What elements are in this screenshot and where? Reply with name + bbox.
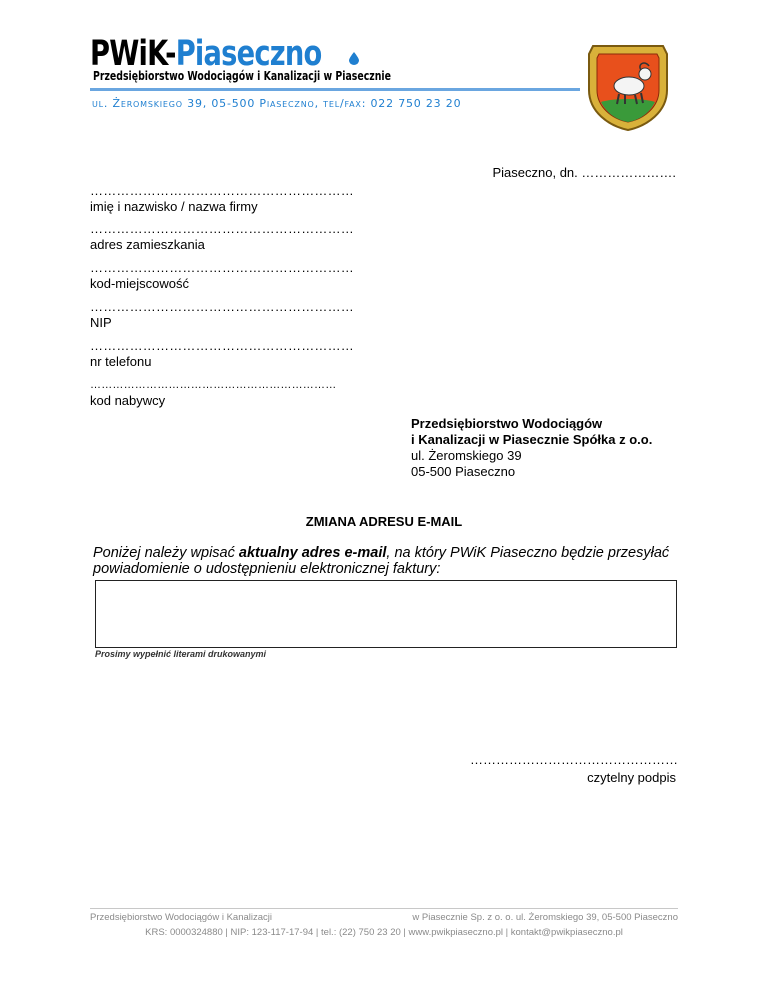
buyer-code-field-line[interactable]: ………………………………………………………… bbox=[90, 379, 337, 391]
footer-line1 bbox=[90, 912, 678, 923]
company-logo bbox=[90, 36, 322, 72]
addressee-street: ul. Żeromskiego 39 bbox=[411, 448, 522, 463]
address-field-label: adres zamieszkania bbox=[90, 237, 205, 252]
addressee-block bbox=[411, 416, 652, 480]
addressee-name-line1: Przedsiębiorstwo Wodociągów bbox=[411, 416, 603, 431]
name-field-label: imię i nazwisko / nazwa firmy bbox=[90, 199, 258, 214]
email-input[interactable] bbox=[96, 581, 676, 647]
nip-field-label: NIP bbox=[90, 315, 112, 330]
postcode-city-field-label: kod-miejscowość bbox=[90, 276, 189, 291]
buyer-code-field-label: kod nabywcy bbox=[90, 393, 166, 408]
footer-divider bbox=[90, 908, 678, 909]
instruction-pre: Poniżej należy wpisać bbox=[93, 545, 239, 561]
date-line: Piaseczno, dn. …………………. bbox=[492, 165, 676, 180]
header-address: ul. Żeromskiego 39, 05-500 Piaseczno, tel/fax: 022 750 23 20 bbox=[92, 97, 462, 110]
signature-line[interactable]: ………………………………………… bbox=[470, 752, 678, 767]
phone-field-label: nr telefonu bbox=[90, 354, 152, 369]
addressee-postcode-city: 05-500 Piaseczno bbox=[411, 464, 516, 479]
footer-company-name: Przedsiębiorstwo Wodociągów i Kanalizacji bbox=[90, 912, 272, 923]
coat-of-arms-icon bbox=[583, 40, 673, 132]
address-field-line[interactable]: …………………………………………………… bbox=[90, 221, 354, 236]
addressee-name-line2: i Kanalizacji w Piasecznie Spółka z o.o. bbox=[411, 432, 653, 447]
postcode-city-field-line[interactable]: …………………………………………………… bbox=[90, 260, 354, 275]
instruction-post: , na który PWiK Piaseczno będzie przesyłać powiadomienie o udostępnieniu elektronicznej faktury: bbox=[93, 545, 670, 577]
document-title: ZMIANA ADRESU E-MAIL bbox=[305, 514, 463, 529]
footer-company-address: w Piasecznie Sp. z o. o. ul. Żeromskiego 39, 05-500 Piaseczno bbox=[412, 912, 678, 923]
instruction-bold: aktualny adres e-mail bbox=[238, 545, 387, 561]
header-divider bbox=[90, 88, 580, 91]
instruction-text bbox=[93, 545, 693, 577]
nip-field-line[interactable]: …………………………………………………… bbox=[90, 299, 354, 314]
block-letters-hint: Prosimy wypełnić literami drukowanymi bbox=[95, 649, 267, 659]
logo-text-piaseczno: Piaseczno bbox=[175, 34, 322, 74]
logo-subtitle: Przedsiębiorstwo Wodociągów i Kanalizacji w Piasecznie bbox=[93, 69, 391, 83]
email-box bbox=[95, 580, 677, 648]
name-field-line[interactable]: …………………………………………………… bbox=[90, 183, 354, 198]
phone-field-line[interactable]: …………………………………………………… bbox=[90, 338, 354, 353]
logo-text-pwik: PWiK- bbox=[90, 34, 176, 74]
water-drop-icon bbox=[349, 52, 359, 65]
signature-label: czytelny podpis bbox=[587, 770, 676, 785]
footer-registration: KRS: 0000324880 | NIP: 123-117-17-94 | tel.: (22) 750 23 20 | www.pwikpiaseczno.pl | kontakt@pwikpiaseczno.pl bbox=[145, 927, 623, 938]
